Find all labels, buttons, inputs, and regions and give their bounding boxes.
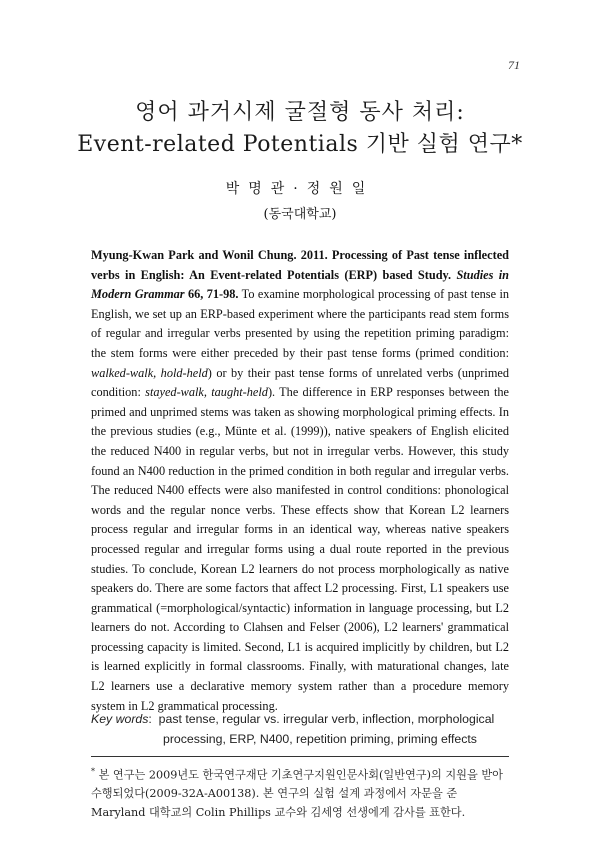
keywords bbox=[91, 710, 509, 749]
abstract-journal: Studies in Modern Grammar bbox=[91, 267, 509, 302]
abstract-volume: 66, 71-98. bbox=[187, 287, 239, 302]
abstract-text-a: To examine morphological processing of past tense in English, we set up an ERP-based experiment where the participants read stem forms of regular and irregular verbs presented by using the repetition priming paradigm: the stem forms were either preceded by their past tense forms (primed condition: bbox=[91, 287, 510, 360]
authors: 박명관·정원일 bbox=[225, 181, 375, 197]
keywords-row-1 bbox=[91, 710, 509, 730]
abstract-text-c: ). The difference in ERP responses between the primed and unprimed stems was taken as showing morphological priming effects. In the previous studies (e.g., Münte et al. (1999)), native speakers of English elicited the reduced N400 in regular verbs, but not in irregular verbs. However, this study found an N400 reduction in the primed condition in both regular and irregular verbs. The reduced N400 effects were also manifested in control conditions: phonological words and the regular nonce verbs. These effects show that Korean L2 learners process regular and irregular forms in an identical way, whereas native speakers processed regular and irregular forms using a dual route reported in the previous studies. To conclude, Korean L2 learners do not process morphologically as native speakers do. There are some factors that affect L2 processing. First, L1 speakers use grammatical (=morphological/syntactic) information in language processing, but L2 learners do not. According to Clahsen and Felser (2006), L2 learners' grammatical processing capacity is limited. Second, L1 is acquired implicitly by children, but L2 is learned explicitly in formal classrooms. Finally, with maturational changes, late L2 learners use a declarative memory system rather than a procedure memory system in L2 grammatical processing. bbox=[91, 385, 510, 713]
title-line-2 bbox=[0, 127, 600, 158]
footnote-text: 본 연구는 2009년도 한국연구재단 기초연구지원인문사회(일반연구)의 지원을 받아 수행되었다(2009-32A-A00138). 본 연구의 실험 설계 과정에서 자문을 준 Maryland 대학교의 Colin Phillips 교수와 김세영 선생에게 감사를 표한다. bbox=[91, 768, 503, 819]
abstract bbox=[91, 246, 509, 716]
abstract-example-unprimed: stayed-walk, taught-held bbox=[145, 385, 268, 400]
abstract-text-b: ) or by their past tense forms of unrelated verbs (unprimed condition: bbox=[91, 365, 509, 400]
keywords-colon: : bbox=[148, 712, 159, 726]
keywords-line-1: past tense, regular vs. irregular verb, inflection, morphological bbox=[158, 712, 495, 726]
page-number: 71 bbox=[508, 58, 520, 72]
keywords-line-2: processing, ERP, N400, repetition priming, priming effects bbox=[163, 731, 477, 746]
title-footnote-mark: * bbox=[511, 132, 523, 157]
affiliation: (동국대학교) bbox=[263, 207, 337, 222]
abstract-citation: Myung-Kwan Park and Wonil Chung. 2011. Processing of Past tense inflected verbs in English: An Event-related Potentials (ERP) based Study. bbox=[91, 248, 509, 282]
footnote-divider bbox=[91, 756, 509, 757]
title-line-2-text: Event-related Potentials 기반 실험 연구 bbox=[77, 132, 512, 157]
title-line-1: 영어 과거시제 굴절형 동사 처리: bbox=[135, 100, 465, 125]
keywords-label: Key words bbox=[91, 712, 149, 726]
footnote bbox=[91, 763, 509, 822]
footnote-mark: * bbox=[91, 767, 95, 776]
abstract-example-primed: walked-walk, hold-held bbox=[91, 365, 208, 380]
